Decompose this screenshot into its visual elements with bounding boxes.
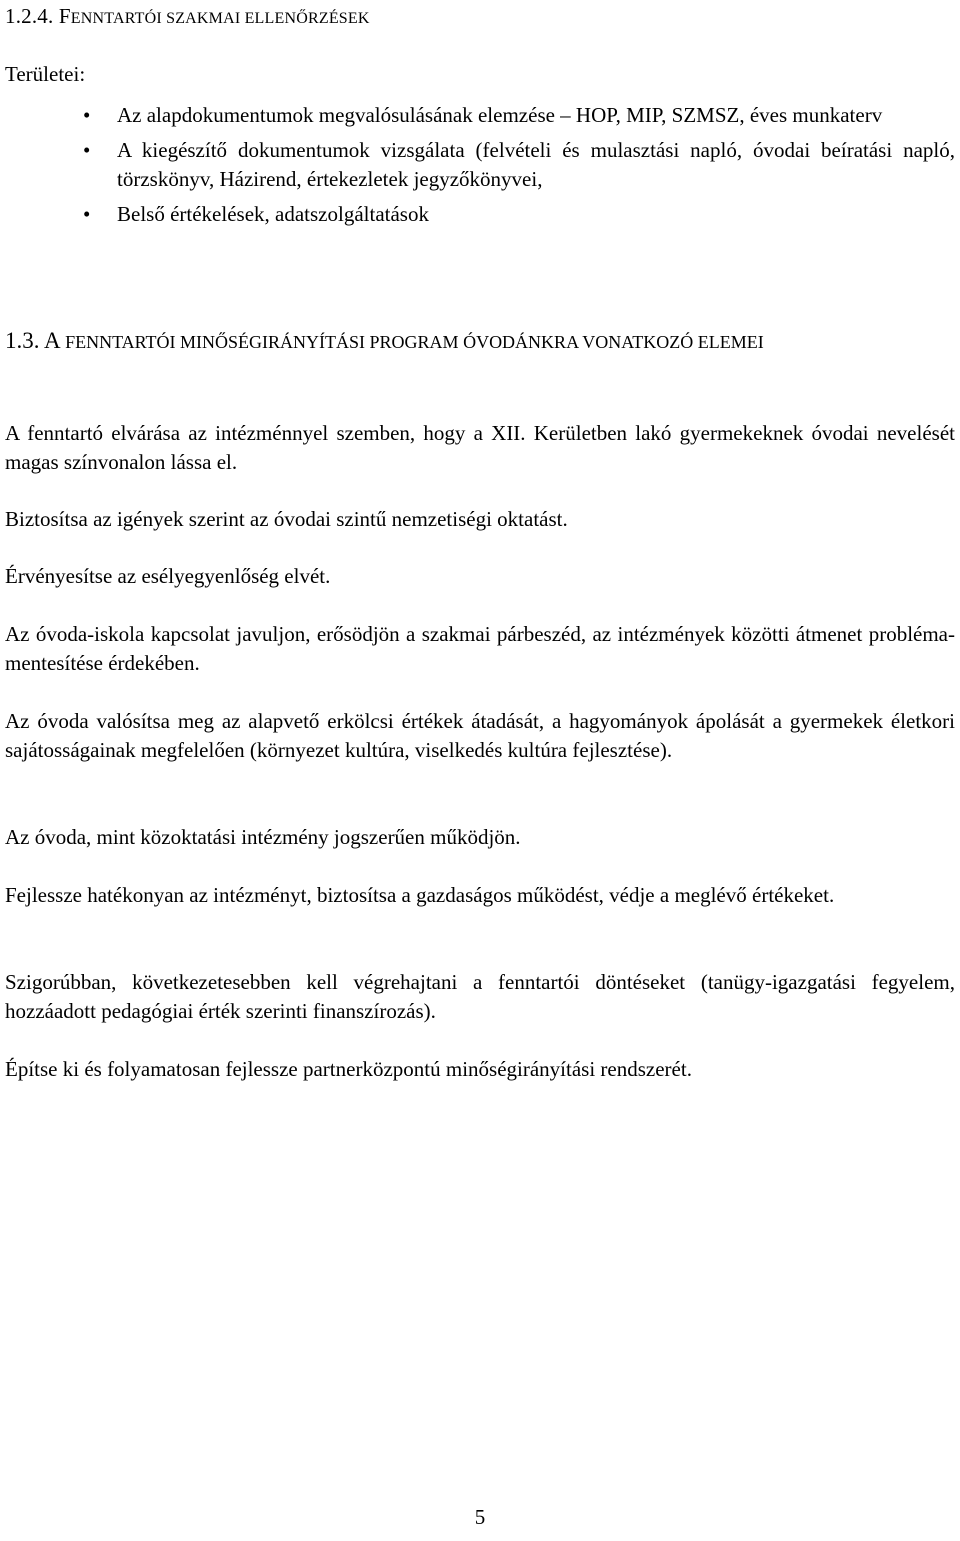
paragraph: Érvényesítse az esélyegyenlőség elvét. (5, 564, 331, 588)
section-title-rest: ENNTARTÓI SZAKMAI ELLENŐRZÉSEK (70, 10, 370, 27)
page-number: 5 (474, 1505, 486, 1529)
paragraph: Az óvoda valósítsa meg az alapvető erkölcsi értékek átadását, a hagyományok ápolását a gyermekek életkori sajátosságainak megfelelően (környezet kultúra, viselkedés kultúra fejlesztése). (5, 709, 955, 762)
bullet-icon: • (83, 103, 91, 127)
bullet-icon: • (83, 138, 91, 162)
section-number: 1.2.4. (5, 4, 54, 28)
section-title-rest: FENNTARTÓI MINŐSÉGIRÁNYÍTÁSI PROGRAM ÓVODÁNKRA VONATKOZÓ ELEMEI (65, 332, 764, 352)
areas-label: Területei: (5, 62, 86, 86)
section-heading-1-2-4 (5, 1, 955, 34)
bullet-icon: • (83, 202, 91, 226)
section-title-initial: F (58, 4, 71, 28)
list-item (0, 136, 955, 194)
paragraph: Fejlessze hatékonyan az intézményt, biztosítsa a gazdaságos működést, védje a meglévő értékeket. (5, 883, 835, 907)
paragraph: Szigorúbban, következetesebben kell végrehajtani a fenntartói döntéseket (tanügy-igazgatási fegyelem, hozzáadott pedagógiai érték szerinti finanszírozás). (5, 970, 955, 1023)
paragraph: Biztosítsa az igények szerint az óvodai szintű nemzetiségi oktatást. (5, 507, 568, 531)
paragraph: Az óvoda-iskola kapcsolat javuljon, erősödjön a szakmai párbeszéd, az intézmények közötti átmenet probléma-mentesítése érdekében. (5, 622, 955, 675)
paragraph: A fenntartó elvárása az intézménnyel szemben, hogy a XII. Kerületben lakó gyermekeknek óvodai nevelését magas színvonalon lássa el. (5, 421, 955, 474)
list-item-text: A kiegészítő dokumentumok vizsgálata (felvételi és mulasztási napló, óvodai beíratási napló, törzskönyv, Házirend, értekezletek jegyzőkönyvei, (117, 138, 955, 191)
paragraph: Építse ki és folyamatosan fejlessze partnerközpontú minőségirányítási rendszerét. (5, 1057, 692, 1081)
section-title-initial: A (43, 328, 66, 353)
list-item-text: Az alapdokumentumok megvalósulásának elemzése – HOP, MIP, SZMSZ, éves munkaterv (117, 103, 883, 127)
areas-list (0, 101, 955, 235)
section-heading-1-3 (5, 325, 955, 358)
list-item (0, 200, 955, 229)
paragraph: Az óvoda, mint közoktatási intézmény jogszerűen működjön. (5, 825, 521, 849)
list-item-text: Belső értékelések, adatszolgáltatások (117, 202, 429, 226)
section-number: 1.3. (5, 328, 40, 353)
list-item (0, 101, 955, 130)
